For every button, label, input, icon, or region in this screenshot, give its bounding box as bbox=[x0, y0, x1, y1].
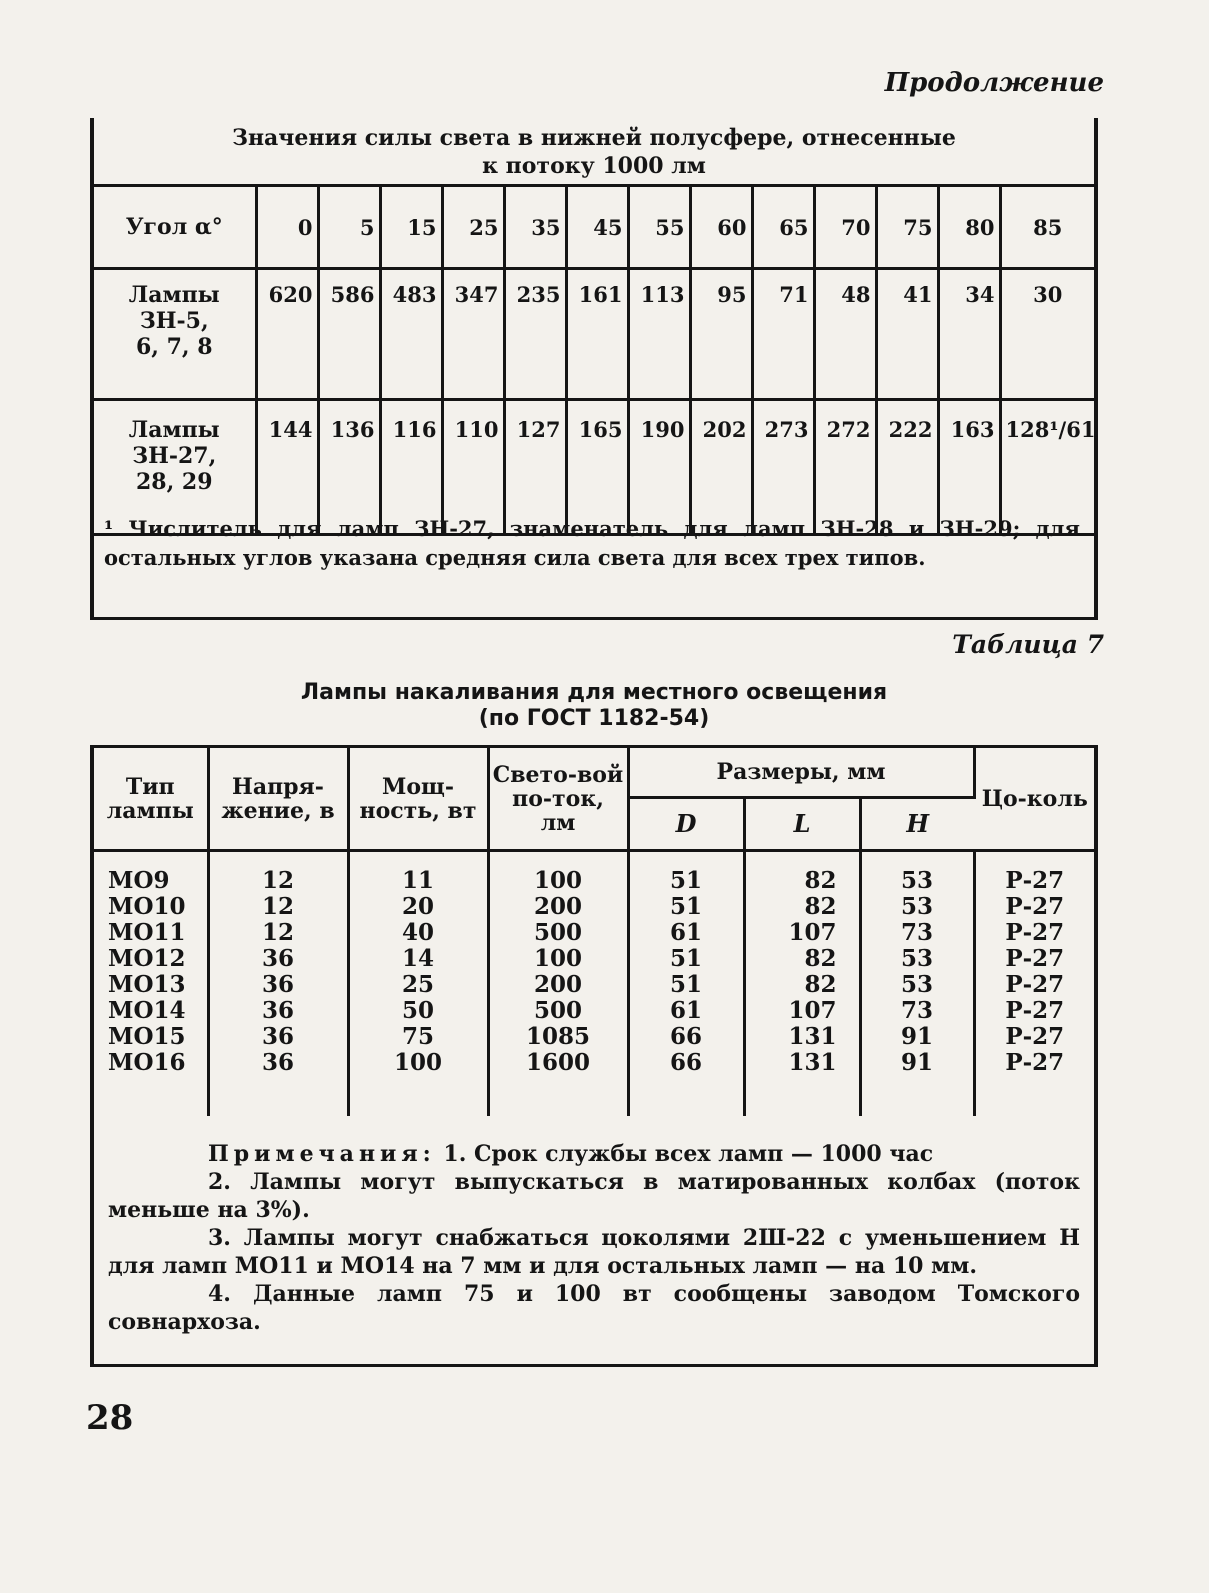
table-row bbox=[94, 920, 1094, 946]
angle-cell: 65 bbox=[752, 186, 814, 269]
cell-d: 61 bbox=[628, 920, 744, 946]
cell-power: 40 bbox=[348, 920, 488, 946]
page-number: 28 bbox=[86, 1398, 134, 1438]
value-cell: 586 bbox=[318, 269, 380, 400]
col-header-voltage: Напря-жение, в bbox=[208, 748, 348, 851]
table-row bbox=[94, 972, 1094, 998]
table1-header-line1: Значения силы света в нижней полусфере, отнесенные bbox=[232, 125, 956, 151]
cell-power: 75 bbox=[348, 1024, 488, 1050]
value-cell: 95 bbox=[690, 269, 752, 400]
col-header-l: L bbox=[744, 798, 860, 851]
angle-cell: 15 bbox=[380, 186, 442, 269]
value-cell: 165 bbox=[566, 400, 628, 535]
table-row bbox=[94, 1024, 1094, 1050]
table7-grid bbox=[94, 748, 1094, 1116]
cell-voltage: 36 bbox=[208, 1024, 348, 1050]
luminous-intensity-table bbox=[90, 118, 1098, 620]
cell-type: МО15 bbox=[94, 1024, 208, 1050]
value-cell: 222 bbox=[876, 400, 938, 535]
cell-type: МО12 bbox=[94, 946, 208, 972]
table7-label: Таблица 7 bbox=[952, 630, 1104, 659]
note-3: 3. Лампы могут снабжаться цоколями 2Ш-22 с уменьшением H для ламп МО11 и МО14 на 7 мм и для остальных ламп — на 10 мм. bbox=[108, 1225, 1080, 1279]
cell-type: МО16 bbox=[94, 1050, 208, 1076]
value-cell: 202 bbox=[690, 400, 752, 535]
cell-voltage: 36 bbox=[208, 1050, 348, 1076]
cell-power: 100 bbox=[348, 1050, 488, 1076]
value-cell: 136 bbox=[318, 400, 380, 535]
value-cell: 127 bbox=[504, 400, 566, 535]
cell-flux: 200 bbox=[488, 972, 628, 998]
cell-flux: 1600 bbox=[488, 1050, 628, 1076]
cell-h: 53 bbox=[860, 946, 974, 972]
cell-type: МО11 bbox=[94, 920, 208, 946]
cell-h: 53 bbox=[860, 972, 974, 998]
cell-flux: 100 bbox=[488, 868, 628, 894]
value-cell: 144 bbox=[256, 400, 318, 535]
table1-footnote: ¹ Числитель для ламп ЗН-27, знаменатель для ламп ЗН-28 и ЗН-29; для остальных углов указана средняя сила света для всех трех типов. bbox=[104, 516, 1080, 570]
value-cell: 128¹/61 bbox=[1000, 400, 1094, 535]
note-2: 2. Лампы могут выпускаться в матированных колбах (поток меньше на 3%). bbox=[108, 1169, 1080, 1223]
cell-d: 51 bbox=[628, 972, 744, 998]
table-row bbox=[94, 1050, 1094, 1076]
cell-power: 14 bbox=[348, 946, 488, 972]
col-header-type: Тип лампы bbox=[94, 748, 208, 851]
col-header-d: D bbox=[628, 798, 744, 851]
row-label-line: Лампы bbox=[128, 282, 220, 308]
row-label-line: 6, 7, 8 bbox=[135, 334, 213, 360]
table7-notes bbox=[108, 1140, 1080, 1336]
cell-type: МО9 bbox=[94, 868, 208, 894]
table1-header bbox=[94, 118, 1094, 184]
cell-h: 53 bbox=[860, 894, 974, 920]
cell-d: 51 bbox=[628, 868, 744, 894]
table1-grid bbox=[94, 184, 1094, 536]
cell-d: 66 bbox=[628, 1024, 744, 1050]
cell-l: 131 bbox=[744, 1024, 860, 1050]
cell-d: 66 bbox=[628, 1050, 744, 1076]
col-header-base: Цо-коль bbox=[974, 748, 1094, 851]
value-cell: 163 bbox=[938, 400, 1000, 535]
cell-base: Р-27 bbox=[1005, 893, 1065, 920]
row-label-line: Лампы bbox=[128, 417, 220, 443]
angle-cell: 5 bbox=[318, 186, 380, 269]
value-cell: 41 bbox=[876, 269, 938, 400]
table-row bbox=[94, 894, 1094, 920]
angle-cell: 75 bbox=[876, 186, 938, 269]
cell-base: Р-27 bbox=[1005, 867, 1065, 894]
angle-cell: 35 bbox=[504, 186, 566, 269]
table-row bbox=[94, 946, 1094, 972]
table7-title-line2: (по ГОСТ 1182-54) bbox=[478, 706, 710, 731]
cell-voltage: 12 bbox=[208, 920, 348, 946]
incandescent-lamps-table bbox=[90, 745, 1098, 1367]
value-cell: 620 bbox=[256, 269, 318, 400]
cell-base: Р-27 bbox=[1005, 945, 1065, 972]
cell-base: Р-27 bbox=[1005, 971, 1065, 998]
value-cell: 161 bbox=[566, 269, 628, 400]
cell-d: 51 bbox=[628, 946, 744, 972]
cell-l: 131 bbox=[744, 1050, 860, 1076]
cell-type: МО14 bbox=[94, 998, 208, 1024]
angle-label: Угол α° bbox=[94, 186, 256, 269]
cell-l: 82 bbox=[744, 972, 860, 998]
cell-l: 107 bbox=[744, 920, 860, 946]
angle-cell: 0 bbox=[256, 186, 318, 269]
value-cell: 48 bbox=[814, 269, 876, 400]
cell-d: 51 bbox=[628, 894, 744, 920]
value-cell: 273 bbox=[752, 400, 814, 535]
cell-voltage: 36 bbox=[208, 998, 348, 1024]
note-1-text: 1. Срок службы всех ламп — 1000 час bbox=[443, 1141, 934, 1167]
value-cell: 116 bbox=[380, 400, 442, 535]
cell-h: 53 bbox=[860, 868, 974, 894]
value-cell: 483 bbox=[380, 269, 442, 400]
angle-cell: 70 bbox=[814, 186, 876, 269]
value-cell: 347 bbox=[442, 269, 504, 400]
col-header-flux: Свето-вой по-ток, лм bbox=[488, 748, 628, 851]
cell-base: Р-27 bbox=[1005, 997, 1065, 1024]
table-row bbox=[94, 868, 1094, 894]
cell-flux: 100 bbox=[488, 946, 628, 972]
table7-title bbox=[90, 680, 1098, 732]
cell-flux: 1085 bbox=[488, 1024, 628, 1050]
cell-power: 25 bbox=[348, 972, 488, 998]
angle-row bbox=[94, 186, 1094, 269]
angle-cell: 85 bbox=[1000, 186, 1094, 269]
cell-h: 73 bbox=[860, 998, 974, 1024]
cell-type: МО13 bbox=[94, 972, 208, 998]
lamp-row-zn5 bbox=[94, 269, 1094, 400]
cell-d: 61 bbox=[628, 998, 744, 1024]
cell-l: 82 bbox=[744, 868, 860, 894]
value-cell: 110 bbox=[442, 400, 504, 535]
notes-heading: Примечания: bbox=[208, 1141, 436, 1167]
value-cell: 190 bbox=[628, 400, 690, 535]
cell-base: Р-27 bbox=[1005, 1049, 1065, 1076]
row-label bbox=[94, 269, 256, 400]
angle-cell: 45 bbox=[566, 186, 628, 269]
cell-l: 82 bbox=[744, 894, 860, 920]
value-cell: 34 bbox=[938, 269, 1000, 400]
cell-power: 20 bbox=[348, 894, 488, 920]
row-label-line: ЗН-27, bbox=[132, 443, 217, 469]
col-header-dimensions: Размеры, мм bbox=[628, 748, 974, 798]
cell-base: Р-27 bbox=[1005, 919, 1065, 946]
row-label-line: ЗН-5, bbox=[139, 308, 209, 334]
value-cell: 30 bbox=[1000, 269, 1094, 400]
table1-header-line2: к потоку 1000 лм bbox=[482, 153, 706, 179]
cell-voltage: 36 bbox=[208, 946, 348, 972]
note-1 bbox=[108, 1140, 1080, 1168]
cell-base: Р-27 bbox=[1005, 1023, 1065, 1050]
cell-power: 11 bbox=[348, 868, 488, 894]
value-cell: 113 bbox=[628, 269, 690, 400]
value-cell: 272 bbox=[814, 400, 876, 535]
cell-flux: 200 bbox=[488, 894, 628, 920]
cell-flux: 500 bbox=[488, 998, 628, 1024]
angle-cell: 25 bbox=[442, 186, 504, 269]
table-row bbox=[94, 998, 1094, 1024]
col-header-h: H bbox=[860, 798, 974, 851]
cell-type: МО10 bbox=[94, 894, 208, 920]
table7-title-line1: Лампы накаливания для местного освещения bbox=[300, 680, 888, 705]
cell-l: 82 bbox=[744, 946, 860, 972]
cell-flux: 500 bbox=[488, 920, 628, 946]
cell-h: 73 bbox=[860, 920, 974, 946]
cell-power: 50 bbox=[348, 998, 488, 1024]
cell-h: 91 bbox=[860, 1024, 974, 1050]
angle-cell: 80 bbox=[938, 186, 1000, 269]
value-cell: 71 bbox=[752, 269, 814, 400]
cell-l: 107 bbox=[744, 998, 860, 1024]
note-4: 4. Данные ламп 75 и 100 вт сообщены заводом Томского совнархоза. bbox=[108, 1281, 1080, 1335]
cell-voltage: 12 bbox=[208, 868, 348, 894]
col-header-power: Мощ-ность, вт bbox=[348, 748, 488, 851]
angle-cell: 55 bbox=[628, 186, 690, 269]
cell-voltage: 12 bbox=[208, 894, 348, 920]
continuation-label: Продолжение bbox=[884, 68, 1104, 98]
row-label-line: 28, 29 bbox=[135, 469, 213, 495]
value-cell: 235 bbox=[504, 269, 566, 400]
cell-voltage: 36 bbox=[208, 972, 348, 998]
cell-h: 91 bbox=[860, 1050, 974, 1076]
angle-cell: 60 bbox=[690, 186, 752, 269]
